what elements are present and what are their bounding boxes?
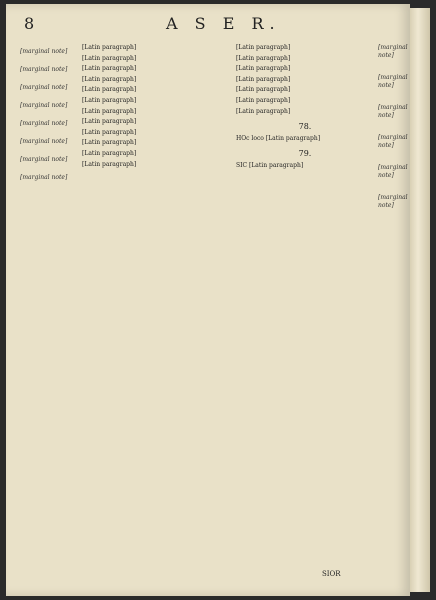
left-text-column xyxy=(82,44,220,564)
section-number: 79. xyxy=(298,149,312,159)
margin-note: [marginal note] xyxy=(20,174,68,181)
paragraph: [Latin paragraph] xyxy=(82,149,137,157)
paragraph: [Latin paragraph] xyxy=(82,75,137,83)
paragraph: [Latin paragraph] xyxy=(82,54,137,62)
paragraph: [Latin paragraph] xyxy=(236,65,291,73)
paragraph: [Latin paragraph] xyxy=(82,86,137,94)
paragraph: [Latin paragraph] xyxy=(236,44,291,51)
margin-note: [marginal note] xyxy=(20,102,68,109)
margin-note: [marginal note] xyxy=(378,164,408,179)
right-margin-notes xyxy=(378,44,410,564)
margin-note: [marginal note] xyxy=(378,44,408,59)
margin-note: [marginal note] xyxy=(378,194,408,209)
paragraph: HOc loco [Latin paragraph] xyxy=(236,134,321,142)
margin-note: [marginal note] xyxy=(378,104,408,119)
margin-note: [marginal note] xyxy=(20,84,68,91)
paragraph: [Latin paragraph] xyxy=(82,96,137,104)
page-number: 8 xyxy=(24,14,35,33)
right-text-column xyxy=(236,44,374,564)
section-number: 78. xyxy=(298,122,312,132)
paragraph: [Latin paragraph] xyxy=(82,160,137,168)
paragraph: [Latin paragraph] xyxy=(236,54,291,62)
paragraph: [Latin paragraph] xyxy=(82,44,137,51)
paragraph: [Latin paragraph] xyxy=(236,75,291,83)
paragraph: [Latin paragraph] xyxy=(82,128,137,136)
page-edge xyxy=(410,8,430,592)
margin-note: [marginal note] xyxy=(20,48,68,55)
margin-note: [marginal note] xyxy=(378,74,408,89)
margin-note: [marginal note] xyxy=(20,138,68,145)
book-page xyxy=(6,4,410,596)
page-header xyxy=(6,4,410,40)
paragraph: [Latin paragraph] xyxy=(236,96,291,104)
paragraph: [Latin paragraph] xyxy=(236,107,291,115)
paragraph: [Latin paragraph] xyxy=(82,118,137,126)
paragraph: [Latin paragraph] xyxy=(82,107,137,115)
margin-note: [marginal note] xyxy=(20,156,68,163)
running-head: A S E R. xyxy=(166,14,281,33)
left-margin-notes xyxy=(20,48,68,588)
paragraph: [Latin paragraph] xyxy=(236,86,291,94)
paragraph: SIC [Latin paragraph] xyxy=(236,161,304,169)
catchword: SIOR xyxy=(322,570,341,578)
paragraph: [Latin paragraph] xyxy=(82,65,137,73)
margin-note: [marginal note] xyxy=(20,66,68,73)
margin-note: [marginal note] xyxy=(20,120,68,127)
paragraph: [Latin paragraph] xyxy=(82,139,137,147)
margin-note: [marginal note] xyxy=(378,134,408,149)
